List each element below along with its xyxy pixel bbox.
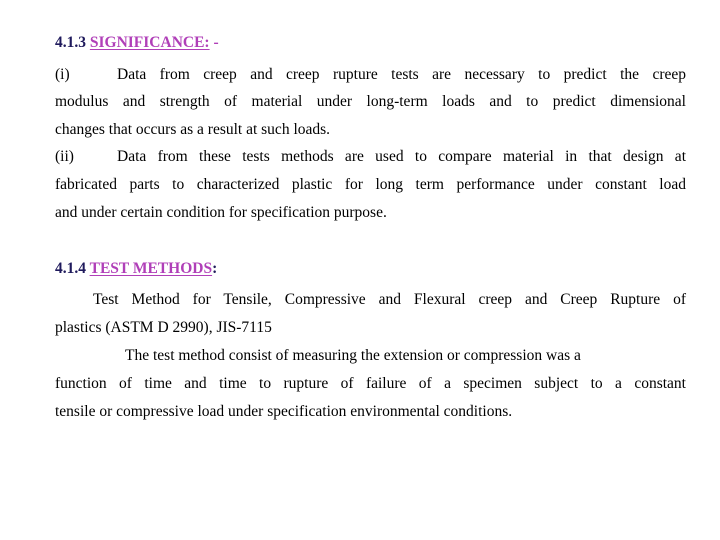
test-methods-para-1-line-1: Test Method for Tensile, Compressive and Flexural creep and Creep Rupture of [93,291,686,308]
significance-item-1-line-2: modulus and strength of material under long-term loads and to predict dimensional [55,93,686,110]
heading-significance-title: SIGNIFICANCE: [89,34,210,51]
test-methods-para-1-line-2: plastics (ASTM D 2990), JIS-7115 [55,319,272,336]
significance-item-2-line-2: fabricated parts to characterized plastic for long term performance under constant load [55,176,686,193]
significance-item-2-text-1: Data from these tests methods are used to compare material in that design at [117,148,686,165]
significance-item-2-line-1 [55,148,686,166]
significance-item-1-text-1: Data from creep and creep rupture tests are necessary to predict the creep [117,66,686,83]
significance-item-2-line-3: and under certain condition for specification purpose. [55,204,387,221]
test-methods-para-2-line-3: tensile or compressive load under specification environmental conditions. [55,403,513,420]
heading-significance [55,34,219,52]
test-methods-para-2-line-1: The test method consist of measuring the extension or compression was a [125,347,581,364]
heading-significance-number: 4.1.3 [55,34,86,51]
significance-item-1-line-1 [55,66,686,84]
significance-item-1-line-3: changes that occurs as a result at such loads. [55,121,331,138]
heading-test-methods [55,260,217,278]
test-methods-para-2-line-2: function of time and time to rupture of failure of a specimen subject to a constant [55,375,686,392]
significance-item-2-marker: (ii) [55,148,74,165]
heading-test-methods-number: 4.1.4 [55,260,86,277]
heading-test-methods-title: TEST METHODS [89,260,213,277]
heading-significance-suffix: - [209,34,219,51]
heading-test-methods-colon: : [212,260,218,277]
significance-item-1-marker: (i) [55,66,70,83]
